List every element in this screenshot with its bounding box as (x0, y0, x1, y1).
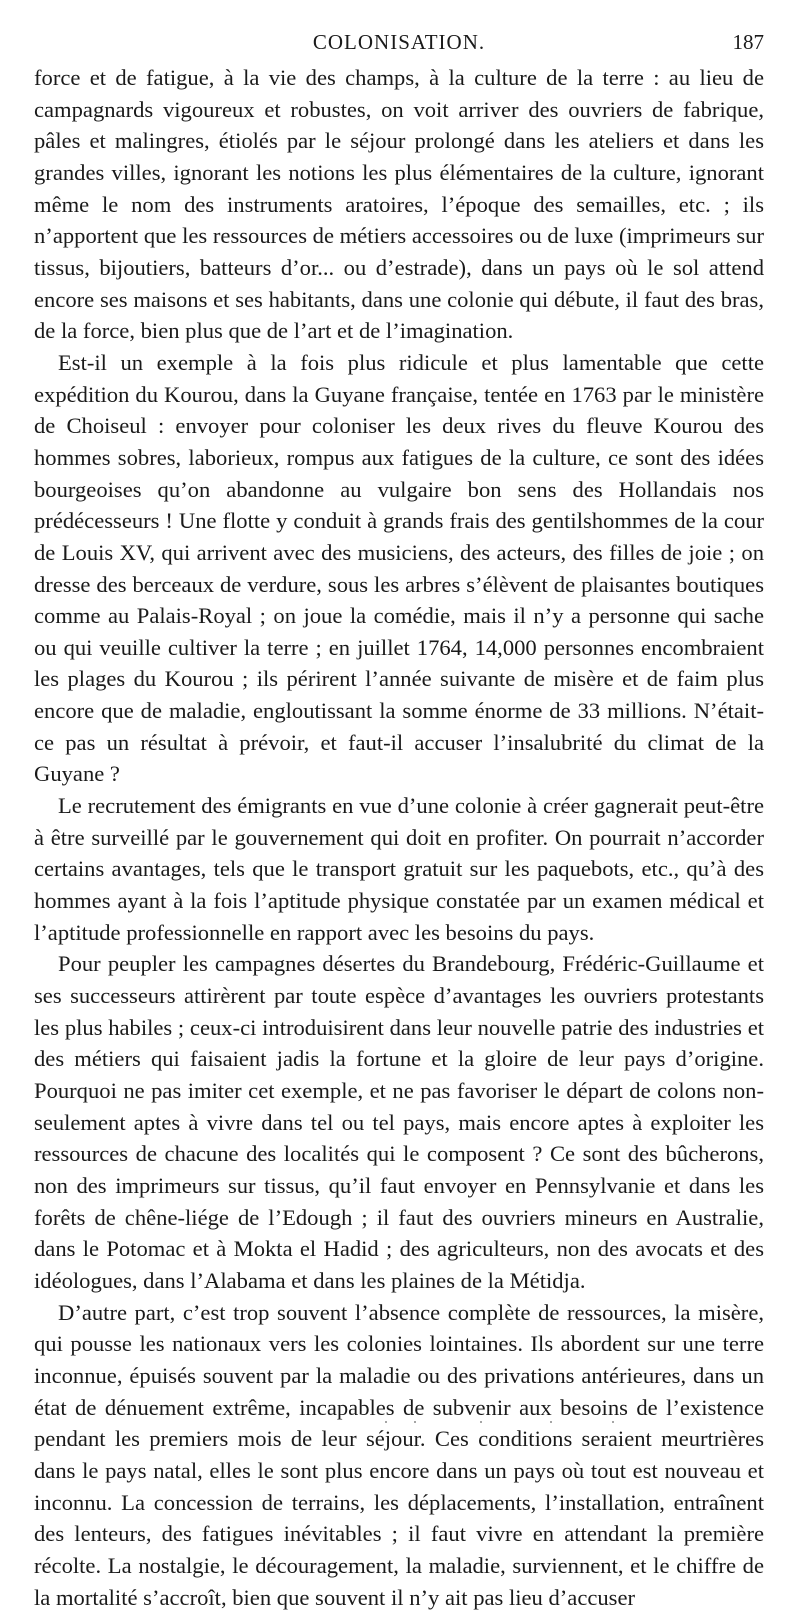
speck-mark (550, 1421, 552, 1423)
book-page (34, 30, 764, 1613)
speck-mark (612, 1421, 614, 1423)
paragraph-recruitment: Le recrutement des émigrants en vue d’une colonie à créer gagnerait peut-être à être surveillé par le gouvernement qui doit en profiter. On pourrait n’accorder certains avantages, tels que le transport gratuit sur les paquebots, etc., qu’à des hommes ayant à la fois l’aptitude physique constatée par un examen médical et l’aptitude professionnelle en rapport avec les besoins du pays. (34, 793, 764, 945)
paragraph-kourou: Est-il un exemple à la fois plus ridicule et plus lamentable que cette expédition du Kourou, dans la Guyane française, tentée en 1763 par le ministère de Choiseul : envoyer pour coloniser les deux rives du fleuve Kourou des hommes sobres, laborieux, rompus aux fatigues de la culture, ce sont des idées bourgeoises qu’on abandonne au vulgaire bon sens des Hollandais nos prédécesseurs ! Une flotte y conduit à grands frais des gentilshommes de la cour de Louis XV, qui arrivent avec des musiciens, des acteurs, des filles de joie ; on dresse des berceaux de verdure, sous les arbres s’élèvent de plaisantes boutiques comme au Palais-Royal ; on joue la comédie, mais il n’y a personne qui sache ou qui veuille cultiver la terre ; en juillet 1764, 14,000 personnes encombraient les plages du Kourou ; ils périrent l’année suivante de misère et de faim plus encore que de maladie, engloutissant la somme énorme de 33 millions. N’était-ce pas un résultat à prévoir, et faut-il accuser l’insalubrité du climat de la Guyane ? (34, 349, 764, 787)
speck-mark (385, 1421, 387, 1423)
body-text (34, 62, 764, 1613)
page-number: 187 (732, 30, 764, 54)
running-head (34, 30, 764, 58)
running-title: COLONISATION. (312, 30, 486, 54)
speck-mark (414, 1421, 416, 1423)
paragraph-brandenburg: Pour peupler les campagnes désertes du Brandebourg, Frédéric-Guillaume et ses successeurs attirèrent par toute espèce d’avantages les ouvriers protestants les plus habiles ; ceux-ci introduisirent dans leur nouvelle patrie des industries et des métiers qui faisaient jadis la fortune et la gloire de leur pays d’origine. Pourquoi ne pas imiter cet exemple, et ne pas favoriser le départ de colons non-seulement aptes à vivre dans tel ou tel pays, mais encore aptes à exploiter les ressources de chacune des localités qui le composent ? Ce sont des bûcherons, non des imprimeurs sur tissus, qu’il faut envoyer en Pennsylvanie et dans les forêts de chêne-liége de l’Edough ; il faut des ouvriers mineurs en Australie, dans le Potomac et à Mokta el Hadid ; des agriculteurs, non des avocats et des idéologues, dans l’Alabama et dans les plaines de la Métidja. (34, 951, 764, 1293)
print-specks (0, 1418, 800, 1428)
speck-mark (480, 1421, 482, 1423)
paragraph-continued: force et de fatigue, à la vie des champs, à la culture de la terre : au lieu de campagnards vigoureux et robustes, on voit arriver des ouvriers de fabrique, pâles et malingres, étiolés par le séjour prolongé dans les ateliers et dans les grandes villes, ignorant les notions les plus élémentaires de la culture, ignorant même le nom des instruments aratoires, l’époque des semailles, etc. ; ils n’apportent que les ressources de métiers accessoires ou de luxe (imprimeurs sur tissus, bijoutiers, batteurs d’or... ou d’estrade), dans un pays où le sol attend encore ses maisons et ses habitants, dans une colonie qui débute, il faut des bras, de la force, bien plus que de l’art et de l’imagination. (34, 65, 764, 344)
paragraph-poverty: D’autre part, c’est trop souvent l’absence complète de ressources, la misère, qui pousse les nationaux vers les colonies lointaines. Ils abordent sur une terre inconnue, épuisés souvent par la maladie ou des privations antérieures, dans un état de dénuement extrême, incapables de subvenir aux besoins de l’existence pendant les premiers mois de leur séjour. Ces conditions seraient meurtrières dans le pays natal, elles le sont plus encore dans un pays où tout est nouveau et inconnu. La concession de terrains, les déplacements, l’installation, entraînent des lenteurs, des fatigues inévitables ; il faut vivre en attendant la première récolte. La nostalgie, le découragement, la maladie, surviennent, et le chiffre de la mortalité s’accroît, bien que souvent il n’y ait pas lieu d’accuser (34, 1299, 764, 1610)
